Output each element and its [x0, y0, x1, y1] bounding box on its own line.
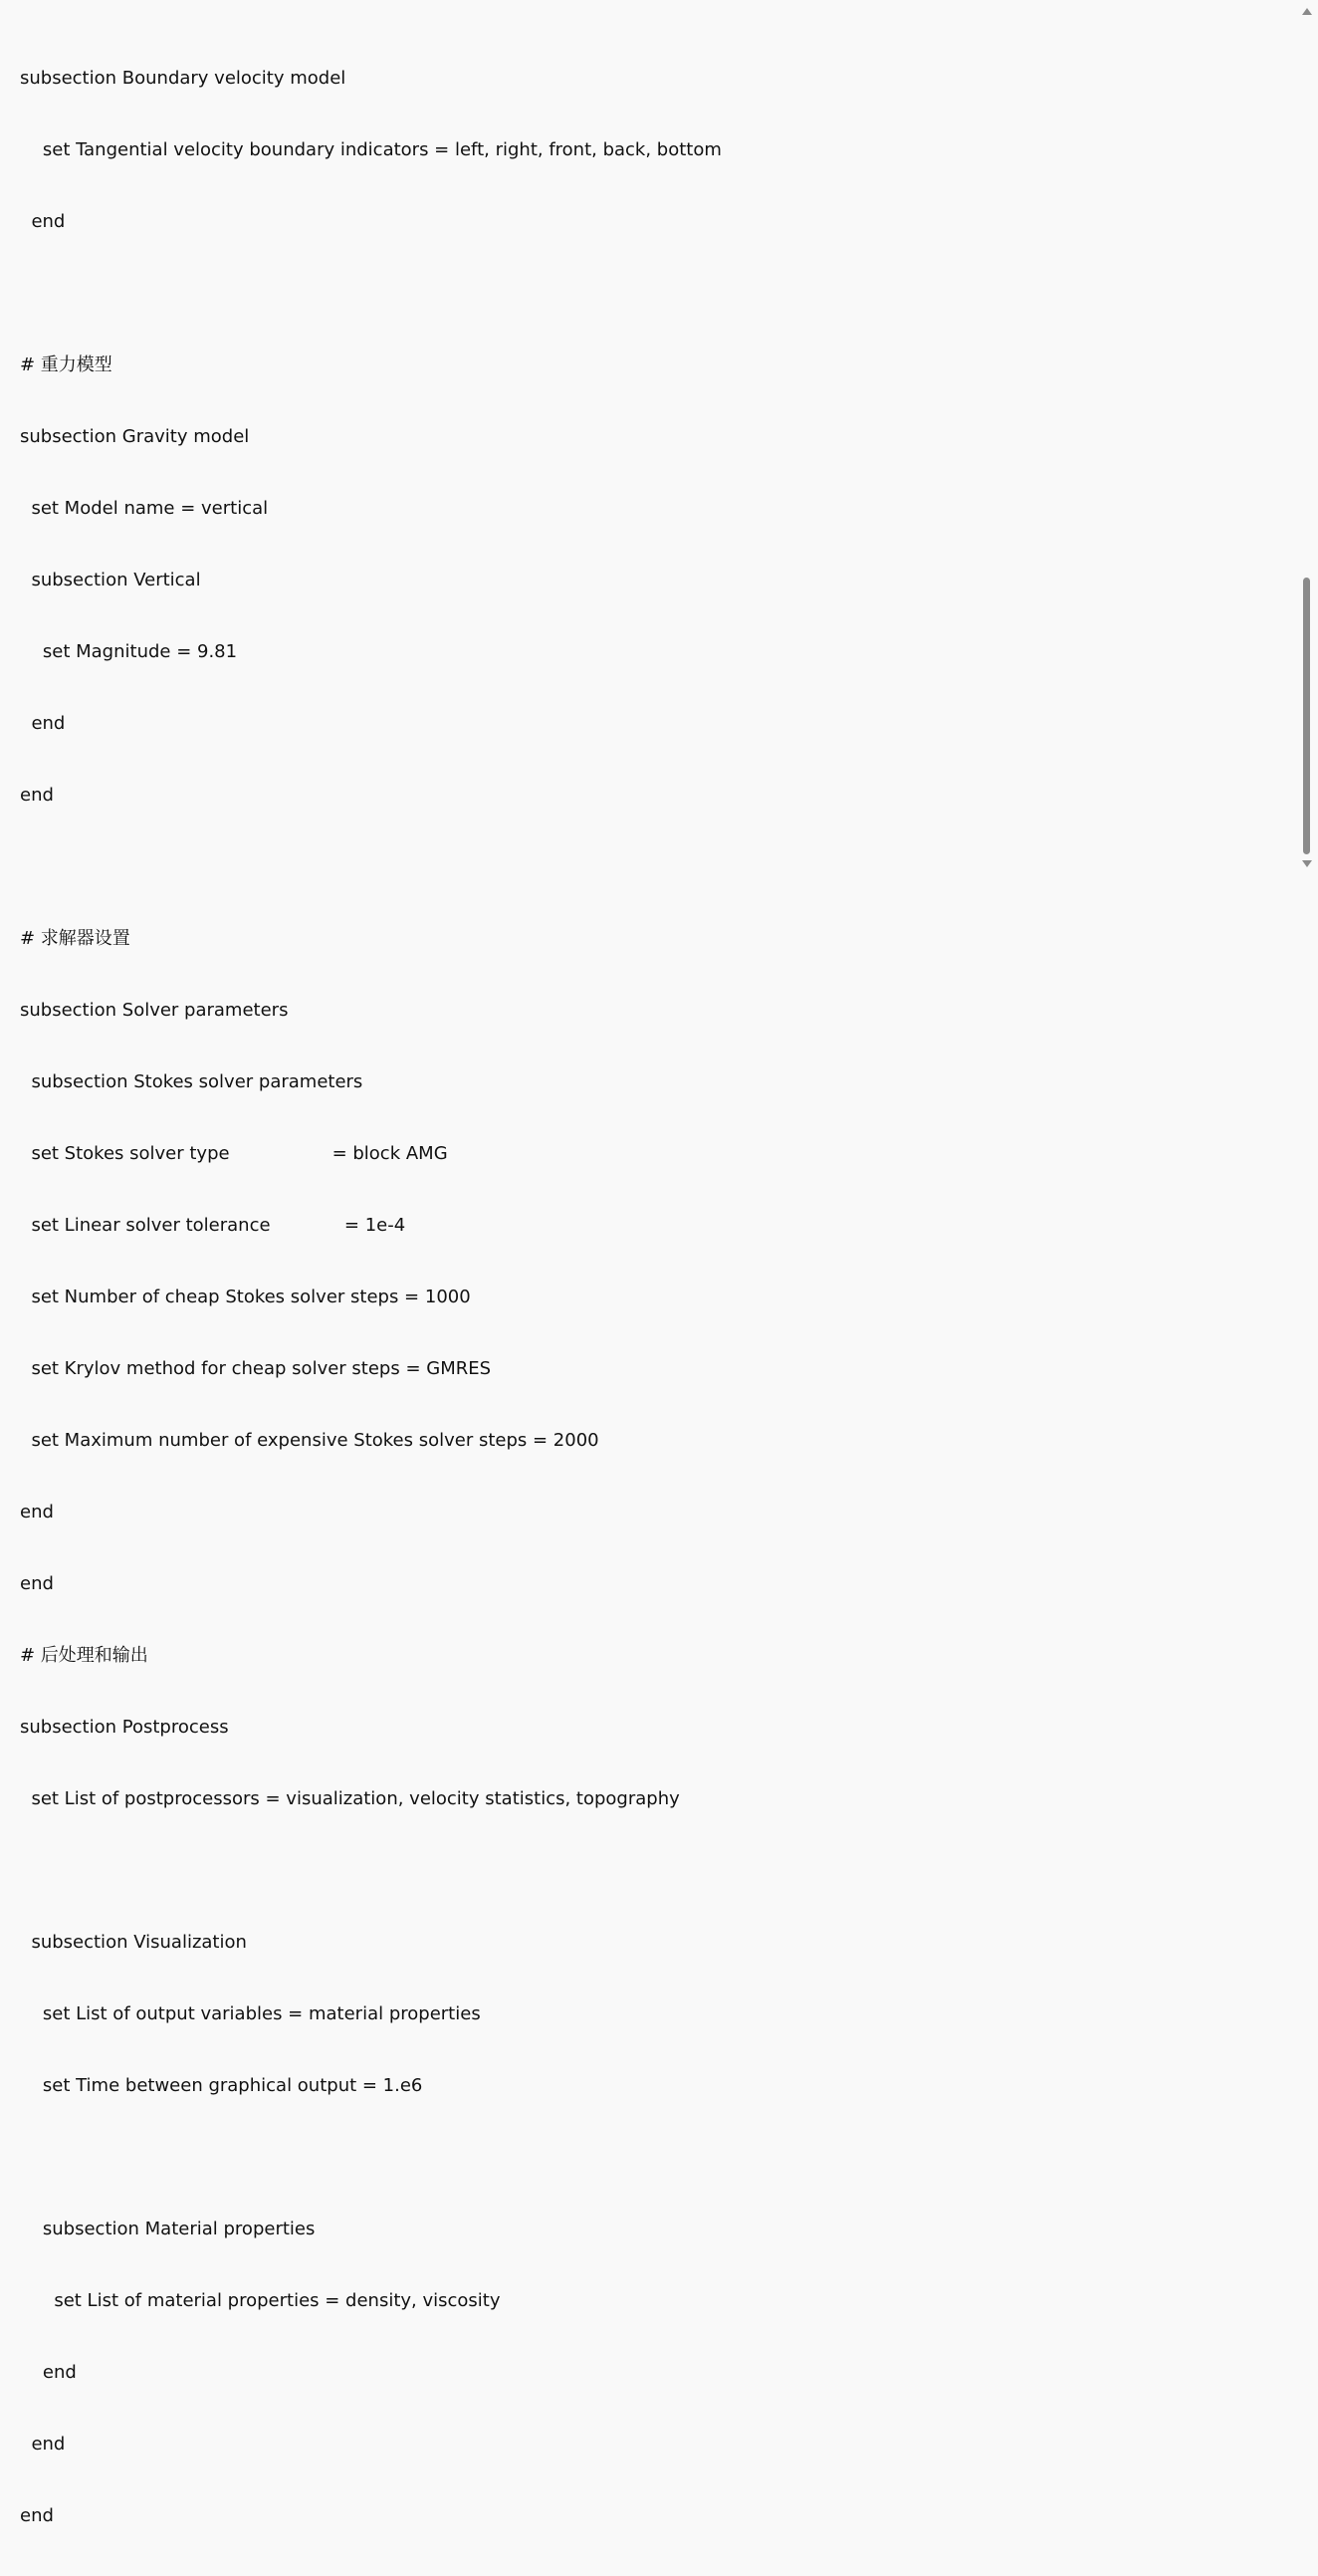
code-line: set Maximum number of expensive Stokes solver steps = 2000 [20, 1430, 599, 1451]
code-line [20, 855, 722, 879]
code-line: subsection Boundary velocity model [20, 68, 346, 89]
code-line: set Model name = vertical [20, 498, 269, 519]
code-line: set List of output variables = material properties [20, 2003, 481, 2024]
scroll-down-arrow-icon[interactable] [1302, 860, 1312, 867]
code-line [20, 1859, 722, 1883]
code-line: set Stokes solver type = block AMG [20, 1143, 448, 1164]
code-line: subsection Gravity model [20, 426, 250, 447]
vertical-scrollbar[interactable] [1296, 0, 1318, 872]
scroll-up-arrow-icon[interactable] [1302, 8, 1312, 15]
code-line: subsection Visualization [20, 1932, 247, 1953]
code-line: end [20, 1573, 54, 1594]
code-line: # 求解器设置 [20, 928, 130, 949]
code-line: end [20, 2362, 77, 2383]
code-line: set List of material properties = density, viscosity [20, 2290, 501, 2311]
code-line: subsection Stokes solver parameters [20, 1071, 363, 1092]
document-text[interactable] [20, 19, 722, 2576]
code-line: set Time between graphical output = 1.e6 [20, 2075, 423, 2096]
code-line: # 后处理和输出 [20, 1645, 148, 1666]
code-line: end [20, 785, 54, 806]
code-line: set List of postprocessors = visualization, velocity statistics, topography [20, 1788, 680, 1809]
code-line: end [20, 1502, 54, 1522]
code-line: end [20, 2434, 66, 2455]
code-line: set Tangential velocity boundary indicators = left, right, front, back, bottom [20, 139, 722, 160]
code-line: end [20, 713, 66, 734]
code-line: set Linear solver tolerance = 1e-4 [20, 1215, 406, 1236]
code-line: set Magnitude = 9.81 [20, 641, 238, 662]
code-line: # 重力模型 [20, 354, 112, 375]
code-line: end [20, 2505, 54, 2526]
code-line: subsection Solver parameters [20, 1000, 289, 1021]
code-line: subsection Vertical [20, 570, 201, 590]
code-line: subsection Postprocess [20, 1717, 229, 1738]
code-line: set Number of cheap Stokes solver steps = 1000 [20, 1287, 471, 1307]
code-line: end [20, 211, 66, 232]
code-line [20, 2146, 722, 2170]
scrollbar-thumb[interactable] [1303, 578, 1310, 854]
code-line: subsection Material properties [20, 2219, 316, 2239]
code-line: set Krylov method for cheap solver steps = GMRES [20, 1358, 492, 1379]
code-line [20, 282, 722, 306]
